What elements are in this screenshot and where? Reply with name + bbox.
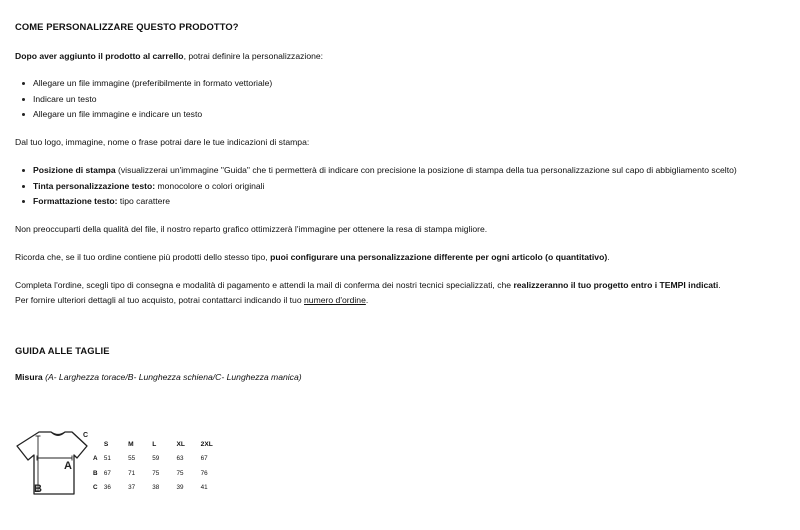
table-cell: 67 <box>200 455 208 463</box>
intro-rest: , potrai definire la personalizzazione: <box>183 51 324 61</box>
table-cell: 75 <box>176 469 184 477</box>
table-cell: 76 <box>200 469 208 477</box>
instruction-rest: tipo carattere <box>117 196 171 206</box>
measure-italic: (A- Larghezza torace/B- Lunghezza schiena/C- Lunghezza manica) <box>42 372 302 382</box>
list-item <box>15 165 737 181</box>
size-table <box>93 437 225 495</box>
options-list <box>15 78 272 125</box>
table-cell: 75 <box>152 469 160 477</box>
list-item <box>15 181 737 197</box>
list-item: Indicare un testo <box>15 94 272 110</box>
row-label: B <box>93 469 98 477</box>
contact-pre: Per fornire ulteriori dettagli al tuo acquisto, potrai contattarci indicando il tuo <box>15 295 305 305</box>
table-cell: 59 <box>152 455 160 463</box>
size-header: 2XL <box>200 440 213 448</box>
instructions-list <box>15 165 737 212</box>
size-header: S <box>103 440 109 448</box>
table-cell: 37 <box>128 484 136 492</box>
measure-line <box>15 372 302 382</box>
table-row <box>93 452 225 467</box>
table-row <box>93 466 225 481</box>
instruction-rest: (visualizzerai un'immagine "Guida" che ti permetterà di indicare con precisione la posizione di stampa della tua personalizzazione sul capo di abbigliamento scelto) <box>115 165 737 175</box>
table-cell: 36 <box>103 484 111 492</box>
contact-post: . <box>365 295 369 305</box>
table-cell: 63 <box>176 455 184 463</box>
table-cell: 51 <box>103 455 111 463</box>
table-cell: 39 <box>176 484 184 492</box>
table-row <box>93 481 225 496</box>
table-cell: 55 <box>128 455 136 463</box>
reminder-bold: puoi configurare una personalizzazione differente per ogni articolo (o quantitativo) <box>270 252 608 262</box>
table-cell: 71 <box>128 469 136 477</box>
instructions-intro: Dal tuo logo, immagine, nome o frase potrai dare le tue indicazioni di stampa: <box>15 137 310 147</box>
diagram-label-a: A <box>64 460 72 472</box>
intro-paragraph <box>15 51 323 61</box>
size-header-row <box>93 437 225 452</box>
table-cell: 41 <box>200 484 208 492</box>
table-cell: 38 <box>152 484 160 492</box>
quality-note: Non preoccuparti della qualità del file, il nostro reparto grafico ottimizzerà l'immagine per ottenere la resa di stampa migliore. <box>15 224 488 234</box>
row-label: A <box>93 455 98 463</box>
list-item: Allegare un file immagine (preferibilmente in formato vettoriale) <box>15 78 272 94</box>
customize-title: COME PERSONALIZZARE QUESTO PRODOTTO? <box>15 21 239 32</box>
list-item: Allegare un file immagine e indicare un testo <box>15 109 272 125</box>
intro-bold: Dopo aver aggiunto il prodotto al carrello <box>15 51 184 61</box>
complete-post: . <box>718 280 721 290</box>
size-header: M <box>128 440 134 448</box>
size-header: XL <box>176 440 185 448</box>
complete-paragraph <box>15 280 721 290</box>
instruction-rest: monocolore o colori originali <box>155 180 265 191</box>
complete-pre: Completa l'ordine, scegli tipo di consegna e modalità di pagamento e attendi la mail di conferma dei nostri tecnici specializzati, che <box>15 280 514 290</box>
instruction-bold: Tinta personalizzazione testo: <box>33 180 156 191</box>
reminder-pre: Ricorda che, se il tuo ordine contiene più prodotti dello stesso tipo, <box>15 252 271 262</box>
measure-bold: Misura <box>15 372 43 382</box>
size-guide-title: GUIDA ALLE TAGLIE <box>15 345 110 356</box>
order-number-link[interactable]: numero d'ordine <box>304 295 366 305</box>
size-header: L <box>152 440 157 448</box>
complete-bold: realizzeranno il tuo progetto entro i TEMPI indicati <box>513 280 719 290</box>
list-item <box>15 196 737 212</box>
reminder-post: . <box>607 252 610 262</box>
size-chart <box>15 428 225 498</box>
instruction-bold: Formattazione testo: <box>33 196 118 206</box>
contact-paragraph <box>15 295 368 305</box>
table-cell: 67 <box>103 469 111 477</box>
diagram-label-b: B <box>34 483 42 495</box>
tshirt-diagram-icon <box>15 428 95 498</box>
reminder-paragraph <box>15 252 610 262</box>
row-label: C <box>93 484 98 492</box>
diagram-label-c: C <box>83 432 89 439</box>
instruction-bold: Posizione di stampa <box>33 165 116 175</box>
